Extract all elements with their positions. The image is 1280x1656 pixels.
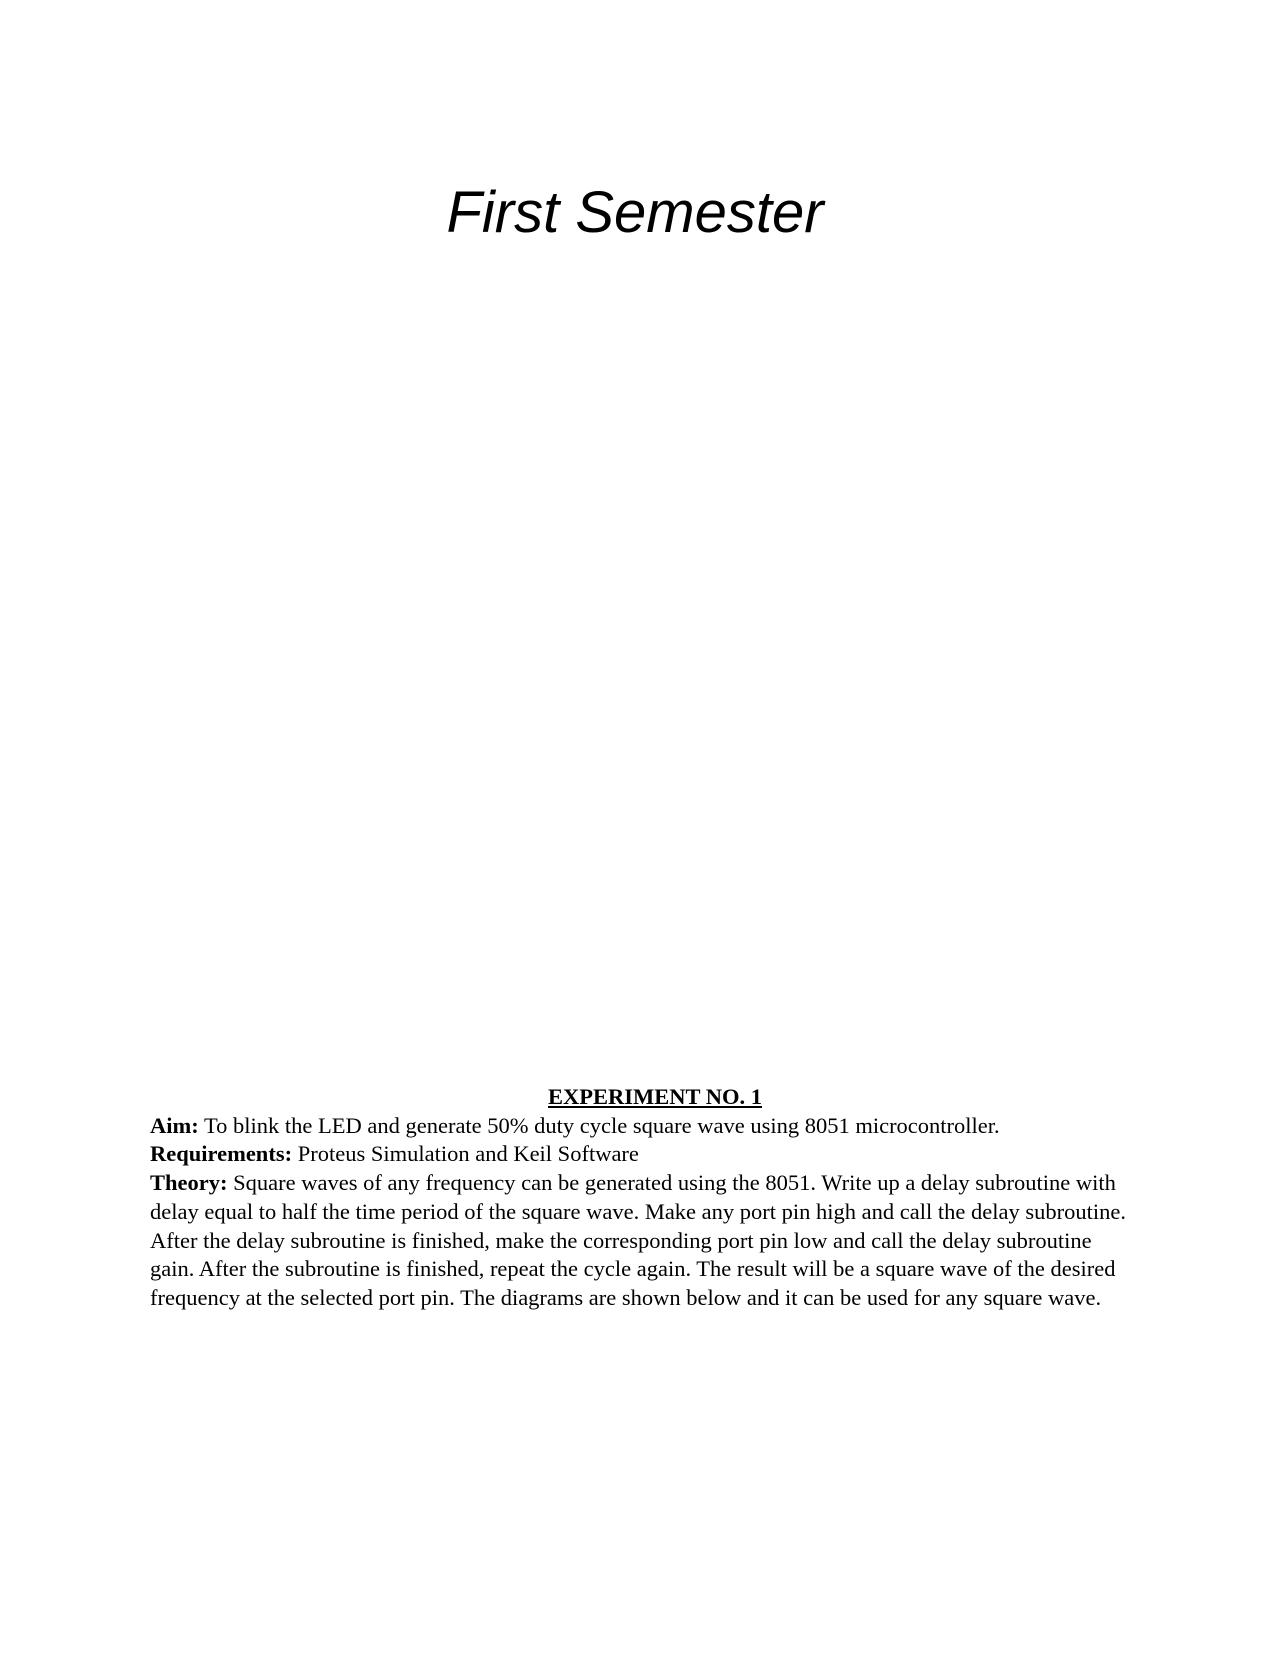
experiment-section <box>150 1083 1130 1313</box>
theory-label: Theory: <box>150 1170 228 1196</box>
requirements-label: Requirements: <box>150 1141 293 1167</box>
page-title: First Semester <box>446 180 824 245</box>
theory-paragraph <box>150 1169 1130 1313</box>
aim-label: Aim: <box>150 1112 199 1138</box>
aim-text: To blink the LED and generate 50% duty cycle square wave using 8051 microcontroller. <box>198 1112 1000 1138</box>
requirements-text: Proteus Simulation and Keil Software <box>292 1141 639 1167</box>
aim-paragraph <box>150 1112 1130 1141</box>
theory-text: Square waves of any frequency can be generated using the 8051. Write up a delay subroutine with delay equal to half the time period of the square wave. Make any port pin high and call the delay subroutine. After the delay subroutine is finished, make the corresponding port pin low and call the delay subroutine gain. After the subroutine is finished, repeat the cycle again. The result will be a square wave of the desired frequency at the selected port pin. The diagrams are shown below and it can be used for any square wave. <box>150 1170 1126 1310</box>
experiment-heading: EXPERIMENT NO. 1 <box>548 1084 762 1109</box>
requirements-paragraph <box>150 1140 1130 1169</box>
